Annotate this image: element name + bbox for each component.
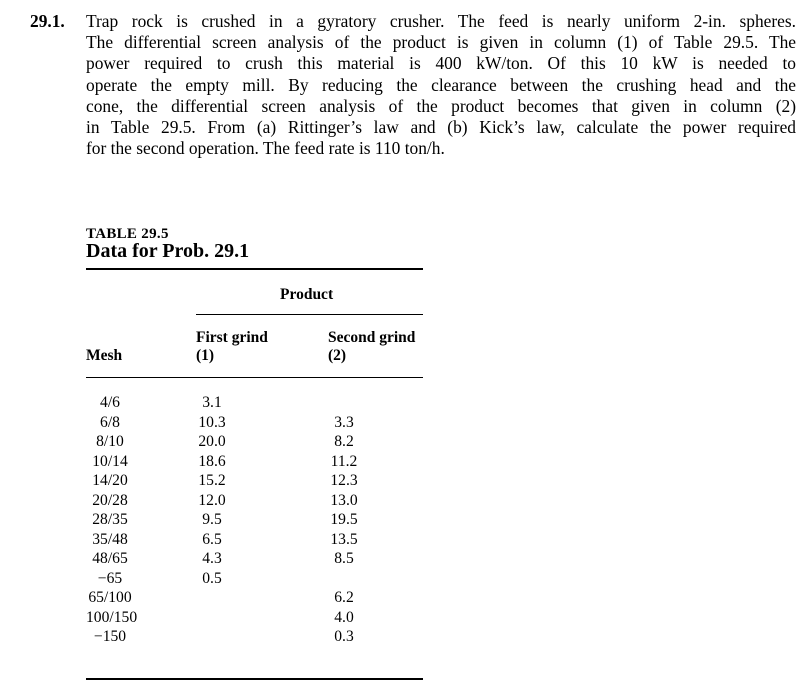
mesh-header: Mesh [86, 347, 123, 364]
table-row [86, 471, 423, 491]
problem-line: power required to crush this material is 400 kW/ton. Of this 10 kW is needed to [86, 53, 796, 74]
mesh-cell: 6/8 [100, 413, 120, 431]
mesh-cell: 48/65 [92, 550, 128, 567]
mesh-cell: 14/20 [92, 472, 128, 489]
table-row [86, 510, 423, 530]
product-header-rule [196, 314, 423, 315]
table-label: TABLE 29.5 [86, 226, 169, 242]
second-grind-header [328, 329, 415, 365]
first-grind-cell: 0.5 [202, 569, 222, 587]
table-top-rule [86, 268, 423, 270]
table-caption: Data for Prob. 29.1 [86, 240, 250, 262]
first-grind-title: First grind [196, 329, 268, 346]
problem-number: 29.1. [30, 11, 65, 31]
first-grind-cell: 3.1 [202, 394, 222, 411]
mesh-cell: 100/150 [86, 608, 138, 626]
problem-line: for the second operation. The feed rate is 110 ton/h. [86, 138, 445, 159]
problem-line: The differential screen analysis of the product is given in column (1) of Table 29.5. The [86, 32, 796, 53]
mesh-cell: 20/28 [92, 491, 128, 509]
second-grind-cell: 4.0 [334, 608, 354, 626]
first-grind-cell: 4.3 [202, 550, 222, 567]
product-group-header: Product [280, 286, 334, 303]
first-grind-cell: 18.6 [198, 452, 226, 470]
second-grind-number: (2) [328, 347, 347, 364]
second-grind-cell: 13.5 [330, 530, 358, 548]
second-grind-cell: 13.0 [330, 491, 358, 509]
second-grind-cell: 0.3 [334, 628, 354, 645]
table-row [86, 588, 423, 608]
second-grind-title: Second grind [328, 329, 416, 346]
mesh-cell: 8/10 [96, 433, 124, 450]
problem-line: operate the empty mill. By reducing the clearance between the crushing head and the [86, 74, 796, 95]
problem-line: cone, the differential screen analysis of the product becomes that given in column (2) [86, 95, 796, 116]
second-grind-cell: 6.2 [334, 589, 354, 606]
second-grind-cell: 8.2 [334, 433, 354, 450]
first-grind-cell: 12.0 [198, 491, 226, 509]
mesh-cell: 35/48 [92, 530, 128, 548]
mesh-cell: −150 [93, 628, 127, 645]
first-grind-cell: 15.2 [198, 472, 226, 489]
second-grind-cell: 8.5 [334, 550, 354, 567]
table-row [86, 627, 423, 647]
second-grind-cell: 12.3 [330, 472, 358, 489]
first-grind-header [196, 329, 268, 365]
problem-statement [30, 11, 796, 159]
first-grind-cell: 6.5 [202, 530, 222, 548]
table-row [86, 393, 423, 413]
mesh-cell: 28/35 [92, 511, 128, 528]
second-grind-cell: 11.2 [330, 452, 358, 470]
first-grind-cell: 20.0 [198, 433, 226, 450]
problem-line: Trap rock is crushed in a gyratory crusher. The feed is nearly uniform 2-in. spheres. [86, 11, 796, 31]
table-row [86, 432, 423, 452]
table-bottom-rule [86, 678, 423, 680]
table-header-rule [86, 377, 423, 378]
table-row [86, 491, 423, 511]
table-row [86, 413, 423, 433]
mesh-cell: −65 [97, 569, 123, 587]
second-grind-cell: 19.5 [330, 511, 358, 528]
mesh-cell: 4/6 [100, 394, 120, 411]
first-grind-cell: 9.5 [202, 511, 222, 528]
mesh-cell: 10/14 [92, 452, 128, 470]
table-body [86, 393, 423, 647]
first-grind-cell: 10.3 [198, 413, 226, 431]
problem-line: in Table 29.5. From (a) Rittinger’s law and (b) Kick’s law, calculate the power required [86, 117, 796, 138]
first-grind-number: (1) [196, 347, 215, 364]
problem-text [86, 11, 796, 159]
table-row [86, 452, 423, 472]
table-row [86, 608, 423, 628]
mesh-cell: 65/100 [88, 589, 132, 606]
second-grind-cell: 3.3 [334, 413, 354, 431]
table-row [86, 549, 423, 569]
table-row [86, 530, 423, 550]
table-row [86, 569, 423, 589]
